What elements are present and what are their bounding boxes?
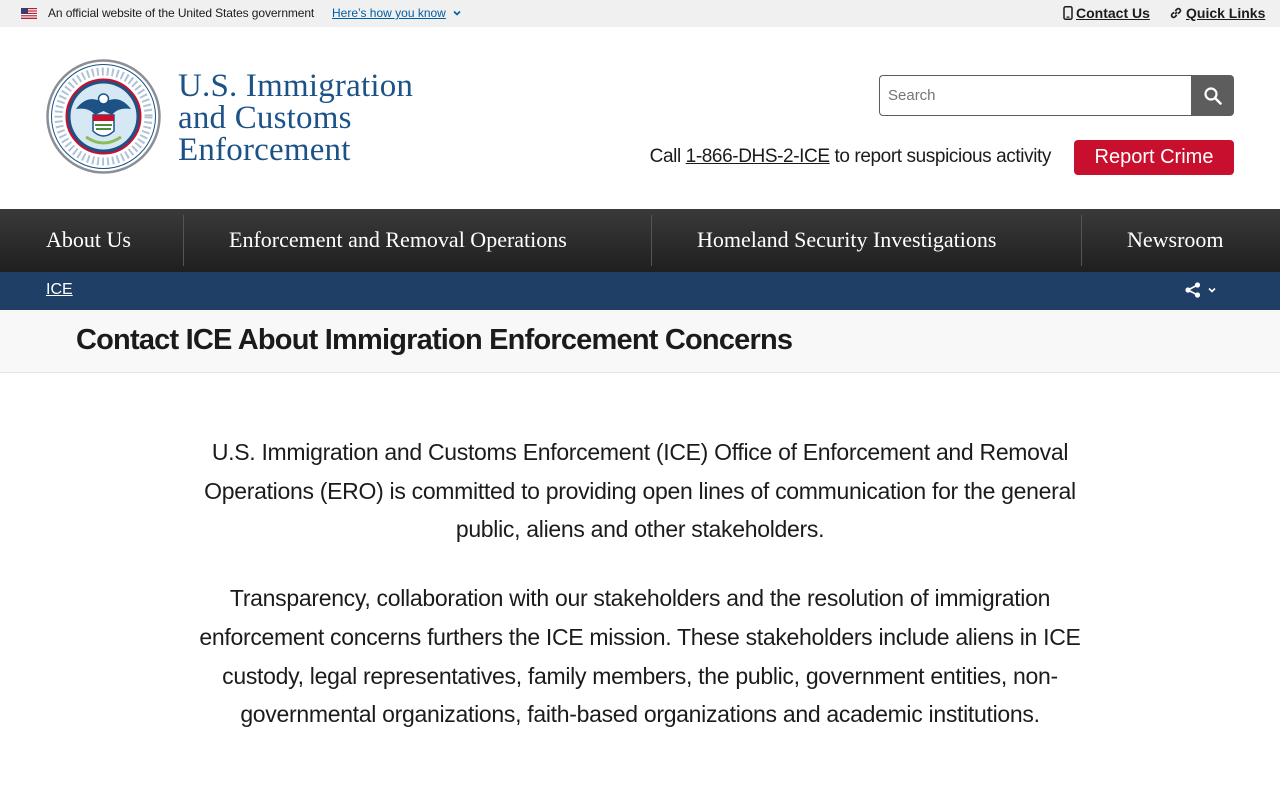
search-button[interactable] xyxy=(1191,75,1234,116)
dhs-seal-logo[interactable] xyxy=(46,59,161,174)
primary-nav xyxy=(0,209,1280,272)
main-content xyxy=(170,433,1110,764)
report-crime-button[interactable]: Report Crime xyxy=(1074,140,1234,175)
phone-link[interactable]: 1-866-DHS-2-ICE xyxy=(685,146,830,167)
nav-item-newsroom[interactable]: Newsroom xyxy=(1127,227,1224,252)
chevron-down-icon[interactable] xyxy=(452,8,462,18)
nav-item-hsi[interactable]: Homeland Security Investigations xyxy=(697,227,997,252)
agency-name-line-2: and Customs xyxy=(178,100,352,136)
official-gov-banner xyxy=(0,0,1280,27)
page-title-band xyxy=(0,310,1280,373)
breadcrumb xyxy=(0,272,1280,310)
agency-name-line-3: Enforcement xyxy=(178,132,351,168)
page-title: Contact ICE About Immigration Enforcement Concerns xyxy=(76,324,793,356)
quick-links-link[interactable] xyxy=(1169,5,1265,21)
nav-divider xyxy=(1081,215,1082,266)
call-prefix: Call xyxy=(649,146,681,167)
agency-name-line-1: U.S. Immigration xyxy=(178,68,414,104)
mission-paragraph: Transparency, collaboration with our stakeholders and the resolution of immigration enforcement concerns furthers the ICE mission. These stakeholders include aliens in ICE custody, legal representatives, family members, the public, government entities, non-governmental organizations, faith-based organizations and academic institutions. xyxy=(199,585,1081,728)
search-icon xyxy=(1203,86,1223,106)
share-menu[interactable] xyxy=(1185,282,1217,298)
nav-divider xyxy=(183,215,184,266)
share-icon xyxy=(1185,282,1201,298)
search-input[interactable] xyxy=(879,75,1192,116)
us-flag-icon xyxy=(21,8,37,19)
link-icon xyxy=(1169,6,1183,20)
official-site-text: An official website of the United States government xyxy=(48,6,315,20)
breadcrumb-item-ice[interactable]: ICE xyxy=(46,281,73,298)
contact-us-link[interactable] xyxy=(1063,5,1150,21)
call-suffix: to report suspicious activity xyxy=(834,146,1051,167)
nav-item-ero[interactable]: Enforcement and Removal Operations xyxy=(229,227,567,252)
contact-us-label: Contact Us xyxy=(1076,5,1150,21)
chevron-down-icon xyxy=(1207,285,1217,295)
nav-item-about-us[interactable]: About Us xyxy=(46,227,131,252)
nav-divider xyxy=(651,215,652,266)
report-call-line xyxy=(650,146,1051,168)
agency-name-logo[interactable] xyxy=(178,70,413,166)
intro-paragraph: U.S. Immigration and Customs Enforcement (ICE) Office of Enforcement and Removal Operations (ERO) is committed to providing open lines of communication for the general public, aliens and other stakeholders. xyxy=(204,439,1076,543)
quick-links-label: Quick Links xyxy=(1186,5,1266,21)
how-you-know-link[interactable]: Here’s how you know xyxy=(332,6,446,20)
mobile-phone-icon xyxy=(1063,6,1073,20)
